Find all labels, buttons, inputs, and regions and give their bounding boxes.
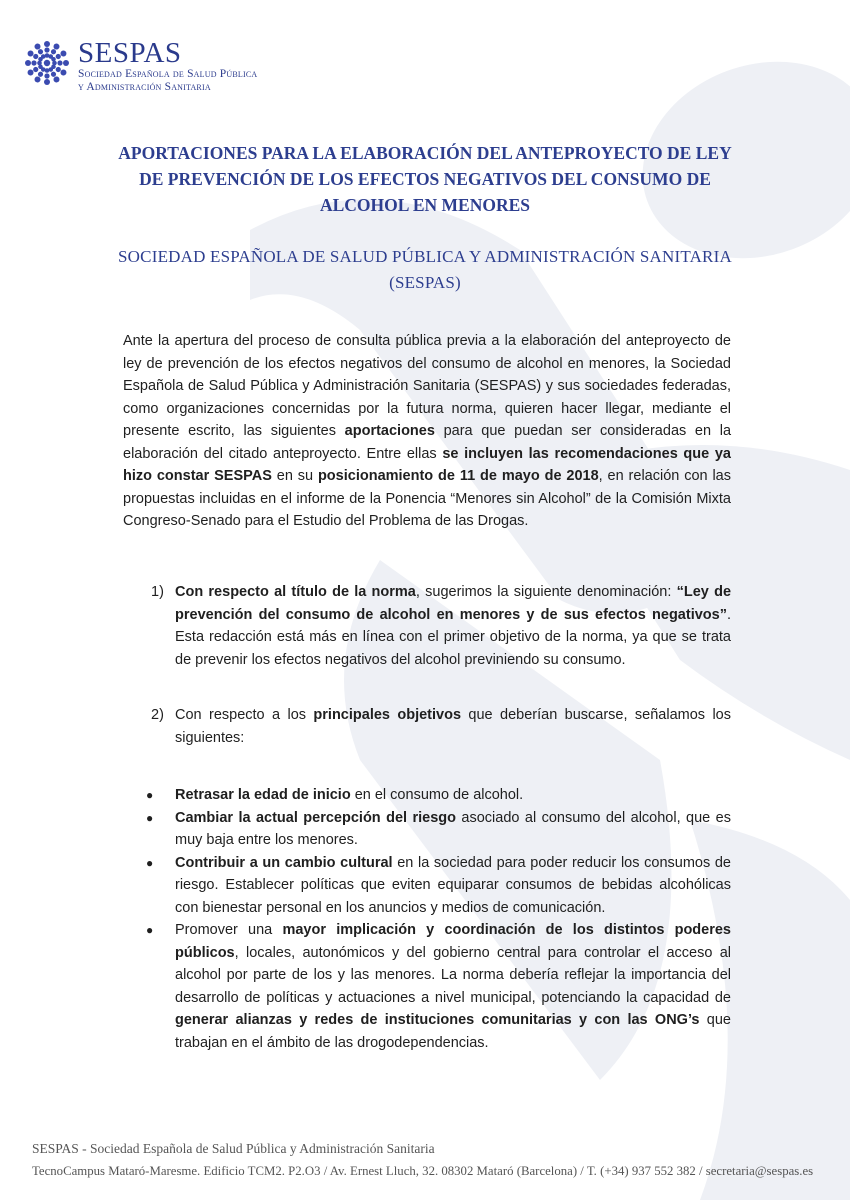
bullet-icon: ● [146, 810, 154, 825]
subtitle-line: SOCIEDAD ESPAÑOLA DE SALUD PÚBLICA Y ADMINISTRACIÓN SANITARIA [118, 247, 732, 266]
bullet-text: que trabajan en el ámbito de las drogodependencias. [175, 1012, 731, 1051]
bullet-icon: ● [146, 788, 154, 802]
item-bold: principales objetivos [313, 707, 462, 723]
list-item [123, 784, 731, 807]
bullet-text: en la sociedad para poder reducir los consumos de riesgo. Establecer políticas que eviten equiparar consumos de bebidas alcohólicas con bienestar personal en los anuncios y medios de comunicación. [175, 854, 731, 916]
star-dots-icon [22, 38, 72, 88]
item-text: , sugerimos la siguiente denominación: [415, 584, 677, 600]
intro-bold: aportaciones [344, 423, 435, 439]
item-bold: Con respecto al título de la norma [175, 584, 416, 600]
document-title [110, 140, 740, 218]
list-item [123, 807, 731, 852]
bullet-bold: Retrasar la edad de inicio [175, 787, 351, 803]
numbered-item-2 [123, 704, 731, 749]
logo-subtitle-line-2: y Administración Sanitaria [78, 81, 211, 93]
bullet-icon: ● [146, 855, 154, 870]
sespas-logo [22, 38, 257, 98]
bullet-bold: Contribuir a un cambio cultural [175, 854, 393, 871]
page-footer [32, 1138, 813, 1182]
item-text: . Esta redacción está más en línea con el primer objetivo de la norma, ya que se trata de prevenir los efectos negativos del alcohol previniendo su consumo. [175, 606, 731, 668]
item-body [175, 581, 731, 671]
intro-text: Ante la apertura del proceso de consulta pública previa a la elaboración del anteproyecto de ley de prevención de los efectos negativos del consumo de alcohol en menores, la Sociedad Española de Salud Pública y Administración Sanitaria (SESPAS) y sus sociedades federadas, como organizaciones concernidas por la futura norma, quieren hacer llegar, mediante el presente escrito, las siguientes [123, 333, 731, 439]
item-text: Con respecto a los [175, 707, 314, 723]
list-item [123, 852, 731, 920]
bullet-bold: generar alianzas y redes de instituciones comunitarias y con las ONG’s [175, 1012, 700, 1028]
bullet-text: Promover una [175, 922, 283, 938]
title-line: APORTACIONES PARA LA ELABORACIÓN DEL ANTEPROYECTO DE LEY [118, 143, 732, 163]
item-number: 2) [151, 707, 164, 723]
logo-subtitle-line-1: Sociedad Española de Salud Pública [78, 68, 258, 80]
bullet-bold: Cambiar la actual percepción del riesgo [175, 809, 456, 826]
bullet-text: asociado al consumo del alcohol, que es muy baja entre los menores. [175, 809, 731, 848]
subtitle-line: (SESPAS) [389, 273, 461, 292]
intro-bold: posicionamiento de 11 de mayo de 2018 [317, 468, 599, 484]
item-bold: “Ley de prevención del consumo de alcohol en menores y de sus efectos negativos” [175, 584, 732, 623]
document-subtitle [100, 244, 750, 296]
bullet-icon: ● [146, 923, 154, 937]
list-item [123, 919, 731, 1054]
footer-org-line: SESPAS - Sociedad Española de Salud Pública y Administración Sanitaria [32, 1141, 435, 1156]
title-line: ALCOHOL EN MENORES [319, 195, 531, 215]
bullet-bold: mayor implicación y coordinación de los distintos poderes públicos [175, 922, 731, 961]
intro-bold: se incluyen las recomendaciones que ya hizo constar SESPAS [123, 445, 731, 484]
intro-text: para que puedan ser consideradas en la elaboración del citado anteproyecto. Entre ellas [123, 423, 732, 462]
item-number: 1) [151, 584, 164, 600]
bullet-text: en el consumo de alcohol. [350, 787, 524, 803]
footer-address-line: TecnoCampus Mataró-Maresme. Edificio TCM2. P2.O3 / Av. Ernest Lluch, 32. 08302 Mataró (Barcelona) / T. (+34) 937 552 382 / secretaria@sespas.es [32, 1164, 814, 1178]
title-line: DE PREVENCIÓN DE LOS EFECTOS NEGATIVOS DEL CONSUMO DE [139, 169, 711, 189]
item-text: que deberían buscarse, señalamos los siguientes: [175, 707, 731, 746]
objectives-list [123, 784, 731, 1054]
intro-text: en su [271, 468, 318, 484]
item-body [175, 704, 731, 749]
numbered-item-1 [123, 581, 731, 671]
intro-paragraph [123, 330, 731, 533]
intro-text: , en relación con las propuestas incluidas en el informe de la Ponencia “Menores sin Alcohol” de la Comisión Mixta Congreso-Senado para el Estudio del Problema de las Drogas. [123, 468, 731, 529]
bullet-text: , locales, autonómicos y del gobierno central para controlar el acceso al alcohol por parte de los y las menores. La norma debería reflejar la importancia del desarrollo de políticas y actuaciones a nivel municipal, potenciando la capacidad de [175, 944, 731, 1006]
logo-name: SESPAS [78, 37, 182, 69]
